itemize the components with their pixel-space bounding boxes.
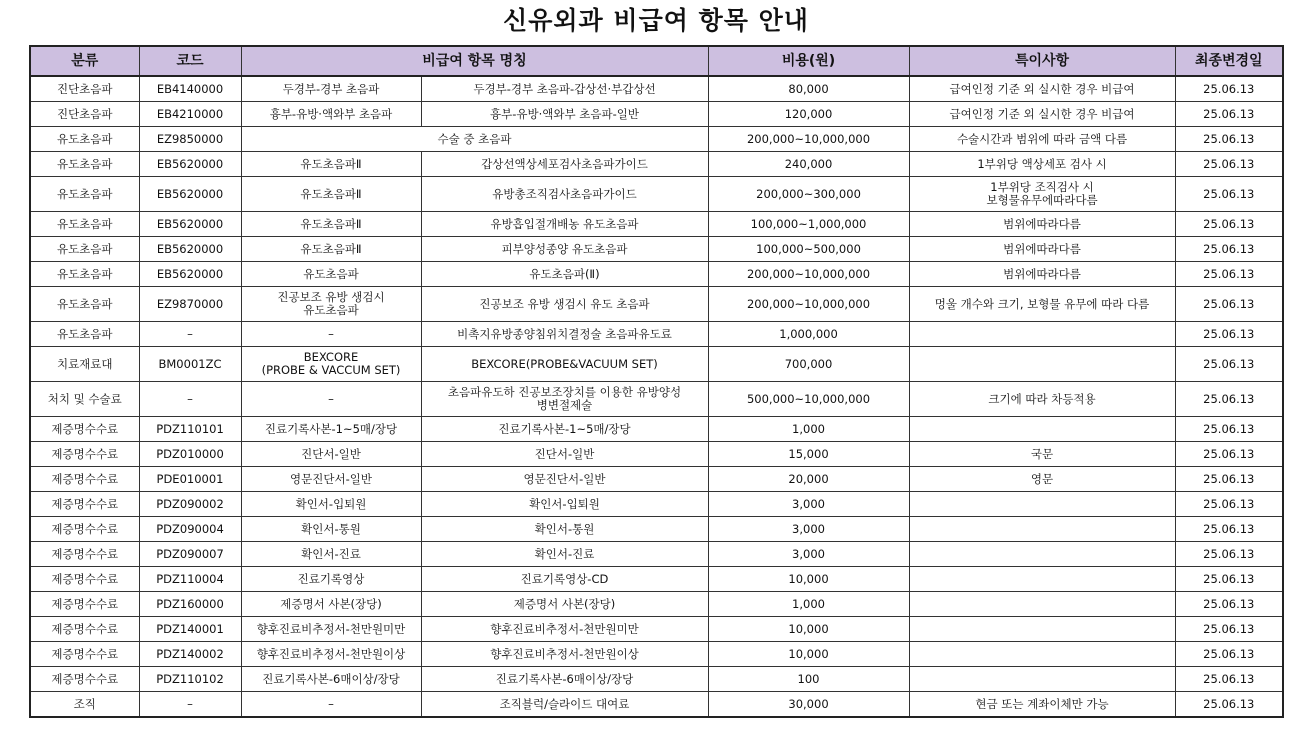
cell-note <box>909 567 1175 592</box>
cell-category: 유도초음파 <box>30 237 139 262</box>
cell-note: 범위에따라다름 <box>909 262 1175 287</box>
cell-code: PDZ090002 <box>139 492 241 517</box>
cell-note: 1부위당 조직검사 시 보형물유무에따라다름 <box>909 177 1175 212</box>
cell-code: EB5620000 <box>139 262 241 287</box>
cell-item-detail: 제증명서 사본(장당) <box>421 592 708 617</box>
cell-item-detail: 진료기록사본-1~5매/장당 <box>421 417 708 442</box>
cell-updated: 25.06.13 <box>1175 212 1283 237</box>
cell-cost: 200,000~10,000,000 <box>708 127 909 152</box>
cell-item-short-name: 제증명서 사본(장당) <box>241 592 421 617</box>
cell-item-short-name: 진료기록사본-6매이상/장당 <box>241 667 421 692</box>
fee-table-container <box>29 45 1282 718</box>
cell-item-detail: 진공보조 유방 생검시 유도 초음파 <box>421 287 708 322</box>
cell-code: EZ9870000 <box>139 287 241 322</box>
cell-updated: 25.06.13 <box>1175 76 1283 102</box>
cell-code: EB4210000 <box>139 102 241 127</box>
cell-item-short-name: – <box>241 322 421 347</box>
cell-code: PDZ160000 <box>139 592 241 617</box>
cell-category: 제증명수수료 <box>30 467 139 492</box>
cell-item-short-name: 진공보조 유방 생검시 유도초음파 <box>241 287 421 322</box>
cell-updated: 25.06.13 <box>1175 102 1283 127</box>
cell-category: 유도초음파 <box>30 287 139 322</box>
cell-cost: 1,000 <box>708 417 909 442</box>
cell-item-detail: 영문진단서-일반 <box>421 467 708 492</box>
header-item-name: 비급여 항목 명칭 <box>241 46 708 76</box>
table-row <box>30 322 1283 347</box>
table-row <box>30 212 1283 237</box>
cell-code: EB5620000 <box>139 152 241 177</box>
cell-item-detail: 확인서-통원 <box>421 517 708 542</box>
cell-updated: 25.06.13 <box>1175 617 1283 642</box>
cell-category: 조직 <box>30 692 139 718</box>
cell-category: 진단초음파 <box>30 102 139 127</box>
header-updated: 최종변경일 <box>1175 46 1283 76</box>
cell-updated: 25.06.13 <box>1175 262 1283 287</box>
cell-item-short-name: 향후진료비추정서-천만원미만 <box>241 617 421 642</box>
cell-item-short-name: 유도초음파Ⅱ <box>241 152 421 177</box>
cell-cost: 100,000~500,000 <box>708 237 909 262</box>
table-row <box>30 667 1283 692</box>
table-row <box>30 692 1283 718</box>
table-row <box>30 467 1283 492</box>
cell-item-short-name: 확인서-입퇴원 <box>241 492 421 517</box>
cell-note: 범위에따라다름 <box>909 212 1175 237</box>
cell-code: EB4140000 <box>139 76 241 102</box>
cell-note <box>909 617 1175 642</box>
cell-item-short-name: 유도초음파 <box>241 262 421 287</box>
cell-updated: 25.06.13 <box>1175 237 1283 262</box>
cell-code: EB5620000 <box>139 177 241 212</box>
table-row <box>30 492 1283 517</box>
cell-item-short-name: – <box>241 692 421 718</box>
cell-cost: 100 <box>708 667 909 692</box>
cell-category: 유도초음파 <box>30 177 139 212</box>
cell-item-detail: 확인서-입퇴원 <box>421 492 708 517</box>
cell-item-short-name: 두경부-경부 초음파 <box>241 76 421 102</box>
cell-cost: 200,000~10,000,000 <box>708 287 909 322</box>
cell-code: BM0001ZC <box>139 347 241 382</box>
cell-category: 진단초음파 <box>30 76 139 102</box>
cell-category: 제증명수수료 <box>30 517 139 542</box>
cell-code: PDZ140001 <box>139 617 241 642</box>
cell-category: 유도초음파 <box>30 262 139 287</box>
cell-note <box>909 347 1175 382</box>
cell-item-detail: 향후진료비추정서-천만원이상 <box>421 642 708 667</box>
cell-note <box>909 517 1175 542</box>
cell-updated: 25.06.13 <box>1175 127 1283 152</box>
cell-code: PDZ140002 <box>139 642 241 667</box>
cell-category: 유도초음파 <box>30 127 139 152</box>
cell-item-name: 수술 중 초음파 <box>241 127 708 152</box>
cell-code: PDZ110004 <box>139 567 241 592</box>
table-row <box>30 177 1283 212</box>
cell-updated: 25.06.13 <box>1175 492 1283 517</box>
cell-updated: 25.06.13 <box>1175 542 1283 567</box>
table-row <box>30 237 1283 262</box>
cell-note <box>909 492 1175 517</box>
cell-category: 제증명수수료 <box>30 592 139 617</box>
cell-updated: 25.06.13 <box>1175 517 1283 542</box>
cell-cost: 1,000,000 <box>708 322 909 347</box>
cell-item-short-name: – <box>241 382 421 417</box>
header-cost: 비용(원) <box>708 46 909 76</box>
cell-code: EZ9850000 <box>139 127 241 152</box>
table-row <box>30 262 1283 287</box>
cell-item-detail: 진료기록영상-CD <box>421 567 708 592</box>
cell-cost: 15,000 <box>708 442 909 467</box>
cell-item-short-name: 흉부-유방·액와부 초음파 <box>241 102 421 127</box>
cell-item-short-name: 유도초음파Ⅱ <box>241 212 421 237</box>
cell-updated: 25.06.13 <box>1175 467 1283 492</box>
cell-code: PDZ090007 <box>139 542 241 567</box>
cell-updated: 25.06.13 <box>1175 322 1283 347</box>
cell-cost: 80,000 <box>708 76 909 102</box>
cell-item-detail: 진료기록사본-6매이상/장당 <box>421 667 708 692</box>
cell-category: 제증명수수료 <box>30 442 139 467</box>
cell-item-short-name: 진단서-일반 <box>241 442 421 467</box>
table-row <box>30 617 1283 642</box>
header-category: 분류 <box>30 46 139 76</box>
cell-code: PDE010001 <box>139 467 241 492</box>
cell-item-detail: 향후진료비추정서-천만원미만 <box>421 617 708 642</box>
cell-cost: 1,000 <box>708 592 909 617</box>
cell-updated: 25.06.13 <box>1175 152 1283 177</box>
cell-note <box>909 417 1175 442</box>
cell-note <box>909 667 1175 692</box>
table-row <box>30 417 1283 442</box>
cell-updated: 25.06.13 <box>1175 382 1283 417</box>
cell-category: 처치 및 수술료 <box>30 382 139 417</box>
cell-item-short-name: 진료기록사본-1~5매/장당 <box>241 417 421 442</box>
cell-note: 범위에따라다름 <box>909 237 1175 262</box>
header-note: 특이사항 <box>909 46 1175 76</box>
table-body <box>30 76 1283 717</box>
cell-note <box>909 542 1175 567</box>
cell-code: PDZ090004 <box>139 517 241 542</box>
cell-item-detail: 비촉지유방종양침위치결정술 초음파유도료 <box>421 322 708 347</box>
table-row <box>30 567 1283 592</box>
cell-item-detail: 두경부-경부 초음파-갑상선·부갑상선 <box>421 76 708 102</box>
cell-cost: 500,000~10,000,000 <box>708 382 909 417</box>
cell-code: EB5620000 <box>139 237 241 262</box>
cell-cost: 240,000 <box>708 152 909 177</box>
table-row <box>30 542 1283 567</box>
cell-note: 국문 <box>909 442 1175 467</box>
cell-category: 치료재료대 <box>30 347 139 382</box>
table-row <box>30 442 1283 467</box>
cell-item-short-name: 확인서-진료 <box>241 542 421 567</box>
cell-code: – <box>139 322 241 347</box>
cell-updated: 25.06.13 <box>1175 642 1283 667</box>
cell-cost: 20,000 <box>708 467 909 492</box>
cell-item-detail: 초음파유도하 진공보조장치를 이용한 유방양성 병변절제술 <box>421 382 708 417</box>
cell-item-detail: 유방흡입절개배농 유도초음파 <box>421 212 708 237</box>
cell-code: PDZ110102 <box>139 667 241 692</box>
cell-cost: 3,000 <box>708 542 909 567</box>
cell-category: 제증명수수료 <box>30 642 139 667</box>
cell-cost: 120,000 <box>708 102 909 127</box>
table-row <box>30 517 1283 542</box>
cell-updated: 25.06.13 <box>1175 177 1283 212</box>
cell-item-short-name: 향후진료비추정서-천만원이상 <box>241 642 421 667</box>
cell-note: 수술시간과 범위에 따라 금액 다름 <box>909 127 1175 152</box>
cell-category: 제증명수수료 <box>30 567 139 592</box>
cell-item-short-name: BEXCORE (PROBE & VACCUM SET) <box>241 347 421 382</box>
cell-cost: 3,000 <box>708 492 909 517</box>
cell-item-detail: 유방총조직검사초음파가이드 <box>421 177 708 212</box>
table-row <box>30 347 1283 382</box>
cell-item-detail: 피부양성종양 유도초음파 <box>421 237 708 262</box>
table-row <box>30 642 1283 667</box>
cell-note: 1부위당 액상세포 검사 시 <box>909 152 1175 177</box>
page-title: 신유외과 비급여 항목 안내 <box>503 6 809 35</box>
cell-item-detail: 진단서-일반 <box>421 442 708 467</box>
table-row <box>30 76 1283 102</box>
cell-note: 급여인정 기준 외 실시한 경우 비급여 <box>909 102 1175 127</box>
table-row <box>30 592 1283 617</box>
cell-category: 유도초음파 <box>30 322 139 347</box>
cell-code: – <box>139 382 241 417</box>
cell-item-short-name: 유도초음파Ⅱ <box>241 237 421 262</box>
cell-updated: 25.06.13 <box>1175 692 1283 718</box>
cell-item-detail: 갑상선액상세포검사초음파가이드 <box>421 152 708 177</box>
cell-note: 급여인정 기준 외 실시한 경우 비급여 <box>909 76 1175 102</box>
cell-code: EB5620000 <box>139 212 241 237</box>
cell-updated: 25.06.13 <box>1175 667 1283 692</box>
cell-category: 제증명수수료 <box>30 667 139 692</box>
cell-cost: 3,000 <box>708 517 909 542</box>
cell-updated: 25.06.13 <box>1175 442 1283 467</box>
cell-note: 현금 또는 계좌이체만 가능 <box>909 692 1175 718</box>
cell-category: 유도초음파 <box>30 152 139 177</box>
cell-code: PDZ010000 <box>139 442 241 467</box>
cell-item-detail: 조직블럭/슬라이드 대여료 <box>421 692 708 718</box>
cell-code: PDZ110101 <box>139 417 241 442</box>
header-code: 코드 <box>139 46 241 76</box>
cell-updated: 25.06.13 <box>1175 567 1283 592</box>
cell-note: 멍울 개수와 크기, 보형물 유무에 따라 다름 <box>909 287 1175 322</box>
cell-item-detail: 흉부-유방·액와부 초음파-일반 <box>421 102 708 127</box>
table-row <box>30 102 1283 127</box>
cell-category: 유도초음파 <box>30 212 139 237</box>
cell-cost: 700,000 <box>708 347 909 382</box>
cell-category: 제증명수수료 <box>30 617 139 642</box>
cell-code: – <box>139 692 241 718</box>
cell-updated: 25.06.13 <box>1175 417 1283 442</box>
cell-item-short-name: 영문진단서-일반 <box>241 467 421 492</box>
cell-note: 영문 <box>909 467 1175 492</box>
table-row <box>30 287 1283 322</box>
cell-item-short-name: 진료기록영상 <box>241 567 421 592</box>
cell-cost: 30,000 <box>708 692 909 718</box>
cell-cost: 10,000 <box>708 642 909 667</box>
cell-item-detail: 확인서-진료 <box>421 542 708 567</box>
cell-note <box>909 642 1175 667</box>
table-header-row <box>30 46 1283 76</box>
cell-note <box>909 592 1175 617</box>
cell-note <box>909 322 1175 347</box>
cell-category: 제증명수수료 <box>30 492 139 517</box>
table-row <box>30 382 1283 417</box>
cell-cost: 200,000~10,000,000 <box>708 262 909 287</box>
cell-item-detail: BEXCORE(PROBE&VACUUM SET) <box>421 347 708 382</box>
cell-updated: 25.06.13 <box>1175 287 1283 322</box>
cell-item-short-name: 확인서-통원 <box>241 517 421 542</box>
cell-category: 제증명수수료 <box>30 417 139 442</box>
cell-note: 크기에 따라 차등적용 <box>909 382 1175 417</box>
fee-table <box>29 45 1284 718</box>
table-row <box>30 127 1283 152</box>
cell-updated: 25.06.13 <box>1175 592 1283 617</box>
cell-cost: 10,000 <box>708 617 909 642</box>
cell-item-short-name: 유도초음파Ⅱ <box>241 177 421 212</box>
cell-cost: 10,000 <box>708 567 909 592</box>
cell-cost: 100,000~1,000,000 <box>708 212 909 237</box>
cell-cost: 200,000~300,000 <box>708 177 909 212</box>
table-row <box>30 152 1283 177</box>
cell-item-detail: 유도초음파(Ⅱ) <box>421 262 708 287</box>
cell-category: 제증명수수료 <box>30 542 139 567</box>
cell-updated: 25.06.13 <box>1175 347 1283 382</box>
